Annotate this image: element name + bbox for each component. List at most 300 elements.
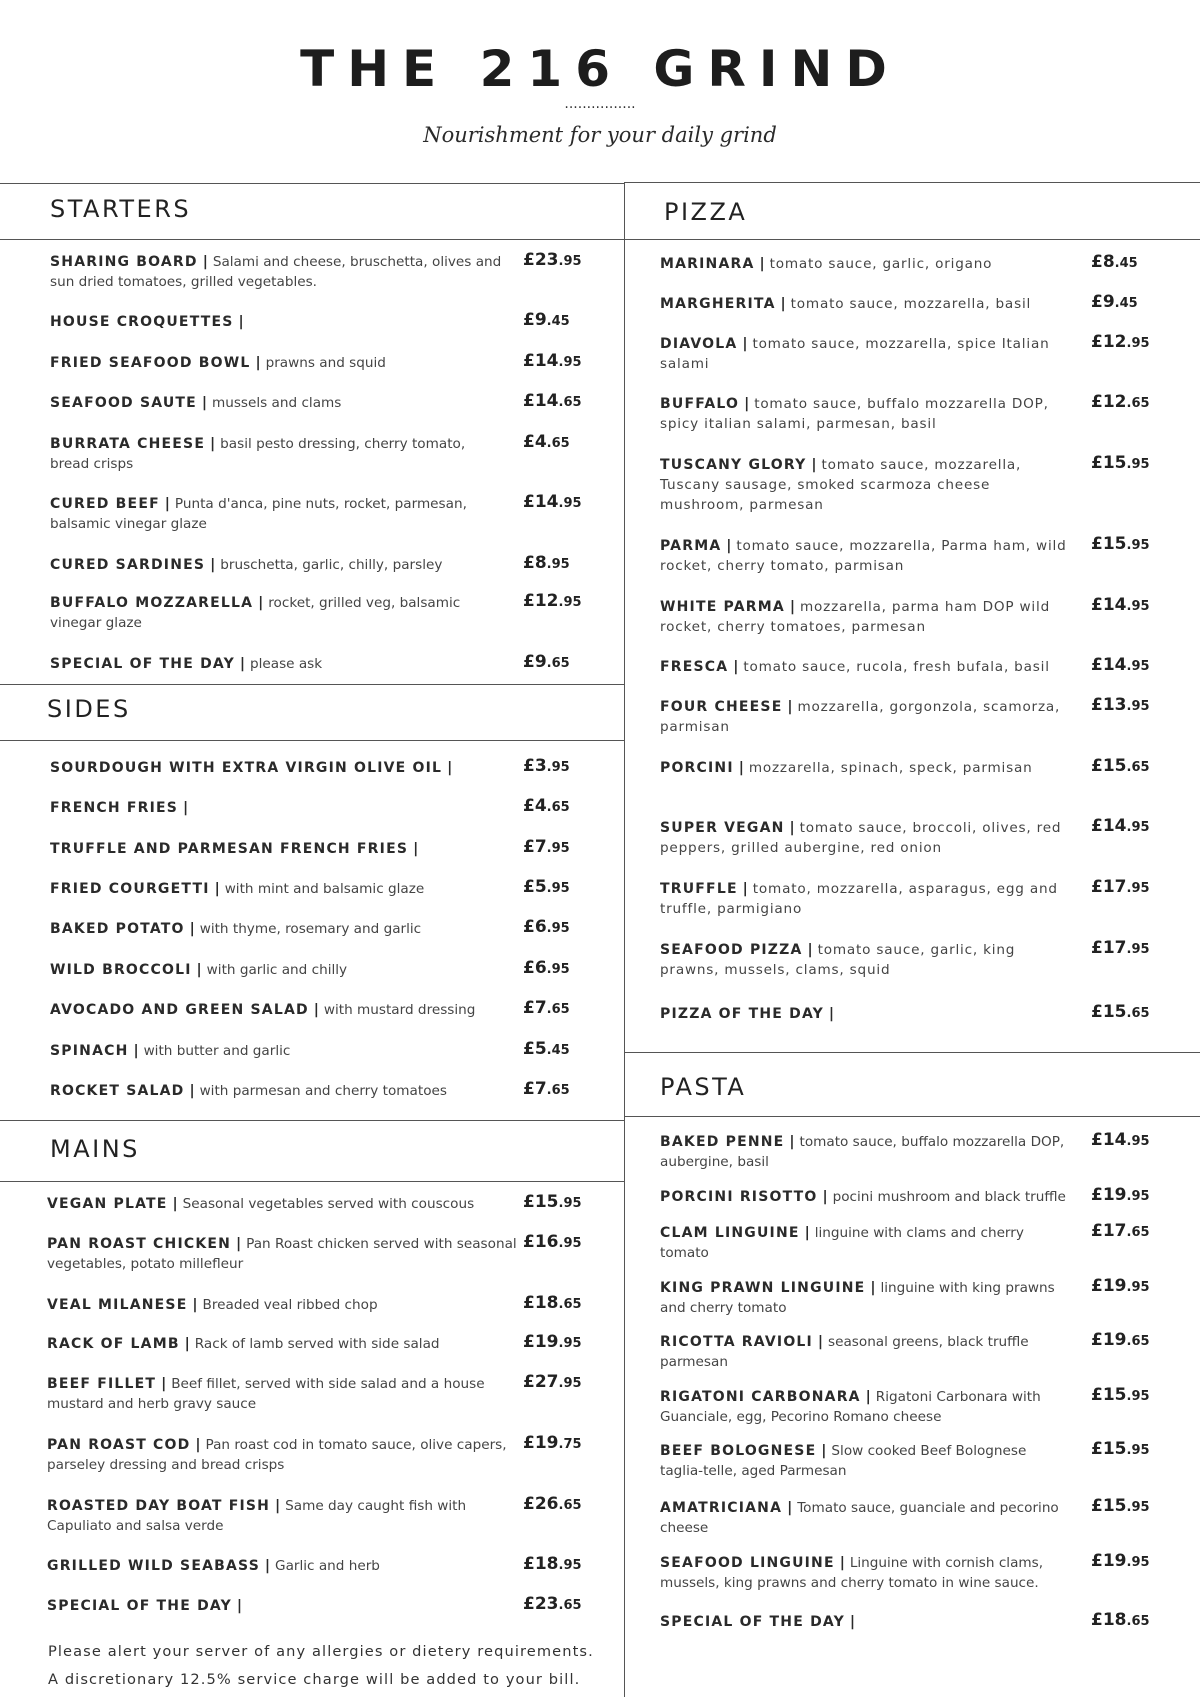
price-pennies: .95 bbox=[558, 1236, 582, 1251]
menu-item-description: tomato sauce, mozzarella, basil bbox=[790, 296, 1032, 312]
menu-item-price bbox=[1091, 595, 1150, 615]
menu-item-description: Salami and cheese, bruschetta, olives and sun dried tomatoes, grilled vegetables. bbox=[50, 254, 502, 290]
menu-item-name: SPECIAL OF THE DAY bbox=[660, 1614, 845, 1630]
menu-item bbox=[660, 697, 1070, 737]
menu-item-price bbox=[1091, 1221, 1150, 1241]
menu-item bbox=[660, 1004, 1070, 1024]
separator-bar: | bbox=[784, 599, 800, 615]
menu-item-price bbox=[1091, 877, 1150, 897]
menu-item-description: basil pesto dressing, cherry tomato, bread crisps bbox=[50, 436, 466, 472]
menu-item bbox=[660, 758, 1070, 778]
menu-item bbox=[50, 593, 505, 633]
separator-bar: | bbox=[187, 1297, 203, 1313]
menu-item-name: SEAFOOD PIZZA bbox=[660, 942, 803, 958]
separator-bar: | bbox=[259, 1558, 276, 1574]
price-pounds: £4 bbox=[523, 432, 547, 452]
menu-item-name: FOUR CHEESE bbox=[660, 699, 783, 715]
menu-item-text bbox=[660, 657, 1070, 677]
price-pennies: .45 bbox=[1114, 296, 1138, 311]
menu-item bbox=[660, 1553, 1070, 1593]
price-pounds: £16 bbox=[523, 1232, 559, 1252]
tagline: Nourishment for your daily grind bbox=[423, 123, 777, 147]
menu-item-description: mozzarella, spinach, speck, parmisan bbox=[748, 760, 1033, 776]
price-pennies: .95 bbox=[558, 254, 582, 269]
menu-item-text bbox=[660, 818, 1070, 858]
menu-item-name: SPINACH bbox=[50, 1043, 129, 1059]
menu-item-text bbox=[660, 1187, 1070, 1207]
price-pounds: £12 bbox=[1091, 332, 1127, 352]
price-pounds: £14 bbox=[1091, 1130, 1127, 1150]
menu-item-price bbox=[1091, 655, 1150, 675]
divider-line bbox=[0, 1120, 624, 1121]
menu-item bbox=[660, 1612, 1070, 1632]
price-pennies: .65 bbox=[1126, 1334, 1150, 1349]
menu-item-description: tomato sauce, buffalo mozzarella DOP, spicy italian salami, parmesan, basil bbox=[660, 396, 1049, 432]
menu-item-price bbox=[523, 310, 570, 330]
menu-item-description: mozzarella, gorgonzola, scamorza, parmisan bbox=[660, 699, 1061, 735]
menu-item-price bbox=[523, 917, 570, 937]
menu-item-text bbox=[660, 294, 1070, 314]
menu-item bbox=[47, 1194, 522, 1214]
price-pounds: £3 bbox=[523, 756, 547, 776]
menu-item-name: PORCINI RISOTTO bbox=[660, 1189, 818, 1205]
menu-item-name: SOURDOUGH WITH EXTRA VIRGIN OLIVE OIL bbox=[50, 760, 443, 776]
menu-item-description: with mint and balsamic glaze bbox=[224, 881, 425, 897]
price-pennies: .65 bbox=[558, 1297, 582, 1312]
divider-line bbox=[624, 1052, 1200, 1053]
menu-item-name: TUSCANY GLORY bbox=[660, 457, 807, 473]
menu-item-text bbox=[660, 879, 1070, 919]
menu-item bbox=[47, 1496, 522, 1536]
menu-item-name: PIZZA OF THE DAY bbox=[660, 1006, 824, 1022]
menu-item-price bbox=[523, 250, 582, 270]
menu-item bbox=[50, 393, 505, 413]
menu-item-name: BEEF BOLOGNESE bbox=[660, 1443, 817, 1459]
separator-bar: | bbox=[737, 881, 753, 897]
price-pennies: .95 bbox=[558, 496, 582, 511]
menu-item-price bbox=[1091, 1330, 1150, 1350]
price-pennies: .95 bbox=[1126, 699, 1150, 714]
separator-bar: | bbox=[205, 557, 221, 573]
menu-item-name: BUFFALO MOZZARELLA bbox=[50, 595, 254, 611]
price-pennies: .65 bbox=[1126, 1614, 1150, 1629]
menu-item-text bbox=[47, 1295, 522, 1315]
menu-item-price bbox=[523, 1079, 570, 1099]
price-pennies: .65 bbox=[546, 1002, 570, 1017]
price-pennies: .45 bbox=[1114, 256, 1138, 271]
separator-bar: | bbox=[308, 1002, 324, 1018]
price-pennies: .95 bbox=[1126, 599, 1150, 614]
menu-item-name: DIAVOLA bbox=[660, 336, 738, 352]
menu-item-name: FRIED COURGETTI bbox=[50, 881, 210, 897]
price-pennies: .95 bbox=[1126, 820, 1150, 835]
menu-item bbox=[47, 1435, 522, 1475]
service-charge-note: A discretionary 12.5% service charge will be added to your bill. bbox=[48, 1671, 581, 1688]
menu-item-name: WILD BROCCOLI bbox=[50, 962, 192, 978]
separator-bar: | bbox=[775, 296, 791, 312]
menu-item-price bbox=[1091, 756, 1150, 776]
menu-item-name: ROASTED DAY BOAT FISH bbox=[47, 1498, 271, 1514]
menu-item-name: RIGATONI CARBONARA bbox=[660, 1389, 861, 1405]
menu-item-price bbox=[523, 1372, 582, 1392]
dotted-divider: ................ bbox=[564, 96, 636, 112]
divider-line bbox=[0, 1181, 624, 1182]
separator-bar: | bbox=[196, 395, 212, 411]
menu-item-price bbox=[1091, 1130, 1150, 1150]
menu-item-price bbox=[1091, 1276, 1150, 1296]
menu-item bbox=[50, 312, 505, 332]
price-pounds: £15 bbox=[1091, 756, 1127, 776]
menu-item bbox=[50, 758, 505, 778]
separator-bar: | bbox=[250, 355, 266, 371]
price-pennies: .95 bbox=[558, 1196, 582, 1211]
separator-bar: | bbox=[128, 1043, 144, 1059]
menu-item-description: tomato sauce, mozzarella, spice Italian salami bbox=[660, 336, 1050, 372]
menu-item-price bbox=[523, 391, 582, 411]
restaurant-name: THE 216 GRIND bbox=[300, 40, 900, 98]
menu-item-description: Punta d'anca, pine nuts, rocket, parmesan, balsamic vinegar glaze bbox=[50, 496, 467, 532]
menu-item-description: Rigatoni Carbonara with Guanciale, egg, Pecorino Romano cheese bbox=[660, 1389, 1041, 1425]
menu-item-description: with mustard dressing bbox=[323, 1002, 476, 1018]
menu-item bbox=[660, 536, 1070, 576]
menu-item bbox=[50, 879, 505, 899]
menu-item-description: with thyme, rosemary and garlic bbox=[199, 921, 422, 937]
price-pounds: £19 bbox=[1091, 1330, 1127, 1350]
price-pounds: £5 bbox=[523, 1039, 547, 1059]
divider-line bbox=[0, 239, 624, 240]
price-pounds: £6 bbox=[523, 917, 547, 937]
price-pounds: £13 bbox=[1091, 695, 1127, 715]
menu-item-text bbox=[47, 1596, 522, 1616]
separator-bar: | bbox=[812, 1334, 829, 1350]
menu-item bbox=[47, 1234, 522, 1274]
menu-item-price bbox=[523, 652, 570, 672]
separator-bar: | bbox=[231, 1236, 247, 1252]
menu-item-price bbox=[523, 796, 570, 816]
menu-item-price bbox=[1091, 1385, 1150, 1405]
menu-item-description: Seasonal vegetables served with couscous bbox=[182, 1196, 475, 1212]
menu-item-text bbox=[660, 1441, 1070, 1481]
menu-item-text bbox=[660, 758, 1070, 778]
menu-item-name: SUPER VEGAN bbox=[660, 820, 785, 836]
price-pennies: .95 bbox=[558, 1558, 582, 1573]
menu-item-text bbox=[660, 1332, 1070, 1372]
allergy-note: Please alert your server of any allergies or dietery requirements. bbox=[48, 1643, 594, 1660]
menu-item-description: bruschetta, garlic, chilly, parsley bbox=[220, 557, 443, 573]
price-pennies: .95 bbox=[546, 962, 570, 977]
price-pennies: .45 bbox=[546, 314, 570, 329]
menu-item-price bbox=[1091, 1002, 1150, 1022]
price-pounds: £15 bbox=[523, 1192, 559, 1212]
menu-item-text bbox=[50, 1081, 505, 1101]
menu-item-text bbox=[660, 536, 1070, 576]
menu-item-text bbox=[660, 697, 1070, 737]
menu-item bbox=[47, 1374, 522, 1414]
separator-bar: | bbox=[728, 659, 744, 675]
menu-item-name: FRENCH FRIES bbox=[50, 800, 179, 816]
menu-item bbox=[50, 1000, 505, 1020]
menu-item bbox=[660, 1441, 1070, 1481]
separator-bar: | bbox=[190, 1437, 206, 1453]
divider-line bbox=[624, 1116, 1200, 1117]
menu-item bbox=[50, 1041, 505, 1061]
price-pounds: £19 bbox=[1091, 1551, 1127, 1571]
menu-item-name: BURRATA CHEESE bbox=[50, 436, 206, 452]
price-pennies: .65 bbox=[546, 1083, 570, 1098]
menu-item-text bbox=[660, 1004, 1070, 1024]
separator-bar: | bbox=[205, 436, 221, 452]
menu-item-name: TRUFFLE AND PARMESAN FRENCH FRIES bbox=[50, 841, 409, 857]
separator-bar: | bbox=[784, 1134, 800, 1150]
menu-item-price bbox=[523, 1232, 582, 1252]
section-title-starters: STARTERS bbox=[50, 195, 192, 223]
price-pennies: .95 bbox=[1126, 942, 1150, 957]
price-pounds: £9 bbox=[1091, 292, 1115, 312]
separator-bar: | bbox=[817, 1189, 833, 1205]
menu-item bbox=[50, 434, 505, 474]
menu-item-text bbox=[660, 1278, 1070, 1318]
menu-item-name: PARMA bbox=[660, 538, 722, 554]
menu-item-text bbox=[50, 312, 505, 332]
menu-item-name: CURED BEEF bbox=[50, 496, 160, 512]
menu-item-text bbox=[50, 960, 505, 980]
price-pounds: £12 bbox=[523, 591, 559, 611]
price-pennies: .95 bbox=[546, 841, 570, 856]
menu-item-text bbox=[660, 1223, 1070, 1263]
separator-bar: | bbox=[234, 656, 250, 672]
price-pounds: £8 bbox=[1091, 252, 1115, 272]
menu-item-text bbox=[47, 1556, 522, 1576]
section-title-pasta: PASTA bbox=[660, 1073, 747, 1101]
price-pennies: .65 bbox=[1126, 396, 1150, 411]
menu-item-price bbox=[1091, 695, 1150, 715]
menu-item-price bbox=[1091, 1610, 1150, 1630]
separator-bar: | bbox=[823, 1006, 835, 1022]
menu-item-price bbox=[523, 1494, 582, 1514]
separator-bar: | bbox=[184, 1083, 200, 1099]
separator-bar: | bbox=[860, 1389, 876, 1405]
menu-item-description: tomato sauce, buffalo mozzarella DOP, aubergine, basil bbox=[660, 1134, 1065, 1170]
separator-bar: | bbox=[167, 1196, 183, 1212]
menu-item-description: Breaded veal ribbed chop bbox=[202, 1297, 378, 1313]
menu-item-name: BEEF FILLET bbox=[47, 1376, 157, 1392]
menu-item-price bbox=[1091, 332, 1150, 352]
menu-item-price bbox=[523, 492, 582, 512]
divider-line bbox=[0, 740, 624, 741]
menu-item-description: tomato sauce, broccoli, olives, red peppers, grilled aubergine, red onion bbox=[660, 820, 1062, 856]
divider-line bbox=[0, 183, 624, 184]
menu-item-text bbox=[50, 1041, 505, 1061]
price-pennies: .95 bbox=[1126, 457, 1150, 472]
menu-item-text bbox=[50, 879, 505, 899]
menu-item bbox=[50, 494, 505, 534]
price-pennies: .65 bbox=[558, 1598, 582, 1613]
menu-item bbox=[660, 940, 1070, 980]
price-pounds: £15 bbox=[1091, 1439, 1127, 1459]
section-title-pizza: PIZZA bbox=[664, 198, 748, 226]
menu-item-text bbox=[50, 393, 505, 413]
separator-bar: | bbox=[784, 820, 800, 836]
menu-item-price bbox=[523, 553, 570, 573]
menu-item bbox=[660, 1278, 1070, 1318]
menu-item-price bbox=[523, 877, 570, 897]
menu-item-name: SEAFOOD SAUTE bbox=[50, 395, 197, 411]
menu-item-price bbox=[523, 1332, 582, 1352]
price-pounds: £19 bbox=[1091, 1276, 1127, 1296]
price-pounds: £14 bbox=[523, 492, 559, 512]
separator-bar: | bbox=[191, 962, 207, 978]
separator-bar: | bbox=[782, 1500, 798, 1516]
price-pounds: £5 bbox=[523, 877, 547, 897]
menu-item bbox=[50, 654, 505, 674]
price-pounds: £17 bbox=[1091, 877, 1127, 897]
menu-item-text bbox=[660, 254, 1070, 274]
menu-header bbox=[0, 0, 1200, 182]
menu-item-text bbox=[50, 494, 505, 534]
menu-item-price bbox=[523, 1192, 582, 1212]
menu-item-description: Same day caught fish with Capuliato and salsa verde bbox=[47, 1498, 467, 1534]
menu-item-text bbox=[47, 1194, 522, 1214]
menu-item-name: FRIED SEAFOOD BOWL bbox=[50, 355, 251, 371]
menu-item-text bbox=[660, 1498, 1070, 1538]
menu-item-price bbox=[523, 1039, 570, 1059]
price-pounds: £26 bbox=[523, 1494, 559, 1514]
price-pounds: £12 bbox=[1091, 392, 1127, 412]
menu-item bbox=[660, 1132, 1070, 1172]
menu-item bbox=[50, 798, 505, 818]
menu-item-text bbox=[660, 597, 1070, 637]
menu-item-text bbox=[660, 394, 1070, 434]
menu-item-price bbox=[1091, 938, 1150, 958]
menu-item-price bbox=[1091, 453, 1150, 473]
menu-item-text bbox=[47, 1435, 522, 1475]
menu-item bbox=[660, 334, 1070, 374]
menu-item bbox=[50, 839, 505, 859]
menu-item-description: tomato sauce, garlic, origano bbox=[769, 256, 993, 272]
menu-item bbox=[660, 1223, 1070, 1263]
divider-line bbox=[0, 684, 624, 685]
price-pennies: .65 bbox=[558, 395, 582, 410]
separator-bar: | bbox=[159, 496, 175, 512]
menu-item-name: BAKED POTATO bbox=[50, 921, 185, 937]
menu-item-name: AVOCADO AND GREEN SALAD bbox=[50, 1002, 309, 1018]
separator-bar: | bbox=[184, 921, 200, 937]
menu-item-price bbox=[523, 1594, 582, 1614]
menu-item-text bbox=[50, 555, 505, 575]
price-pennies: .95 bbox=[1126, 881, 1150, 896]
price-pounds: £23 bbox=[523, 250, 559, 270]
price-pounds: £23 bbox=[523, 1594, 559, 1614]
separator-bar: | bbox=[408, 841, 419, 857]
price-pounds: £7 bbox=[523, 998, 547, 1018]
menu-item bbox=[50, 1081, 505, 1101]
menu-item-description: with garlic and chilly bbox=[206, 962, 348, 978]
menu-item-name: BUFFALO bbox=[660, 396, 740, 412]
menu-item-description: linguine with clams and cherry tomato bbox=[660, 1225, 1024, 1261]
menu-item-description: with parmesan and cherry tomatoes bbox=[199, 1083, 447, 1099]
menu-item-price bbox=[523, 837, 570, 857]
menu-item-name: VEAL MILANESE bbox=[47, 1297, 188, 1313]
menu-item-name: KING PRAWN LINGUINE bbox=[660, 1280, 866, 1296]
menu-item-price bbox=[1091, 1496, 1150, 1516]
column-divider bbox=[624, 182, 625, 1697]
menu-item bbox=[50, 353, 505, 373]
menu-item-name: RICOTTA RAVIOLI bbox=[660, 1334, 813, 1350]
separator-bar: | bbox=[806, 457, 822, 473]
price-pounds: £19 bbox=[523, 1433, 559, 1453]
price-pounds: £8 bbox=[523, 553, 547, 573]
menu-item-price bbox=[1091, 292, 1138, 312]
menu-item bbox=[660, 657, 1070, 677]
menu-item-description: tomato sauce, mozzarella, Tuscany sausage, smoked scarmoza cheese mushroom, parmesan bbox=[660, 457, 1022, 513]
price-pennies: .95 bbox=[558, 1336, 582, 1351]
menu-item bbox=[660, 1387, 1070, 1427]
menu-item-text bbox=[47, 1234, 522, 1274]
price-pounds: £15 bbox=[1091, 534, 1127, 554]
price-pennies: .95 bbox=[558, 595, 582, 610]
menu-item bbox=[47, 1596, 522, 1616]
menu-item-text bbox=[50, 839, 505, 859]
menu-item-name: MARINARA bbox=[660, 256, 755, 272]
separator-bar: | bbox=[233, 314, 244, 330]
price-pounds: £14 bbox=[1091, 655, 1127, 675]
menu-item-name: RACK OF LAMB bbox=[47, 1336, 180, 1352]
price-pounds: £4 bbox=[523, 796, 547, 816]
menu-item-name: CLAM LINGUINE bbox=[660, 1225, 800, 1241]
price-pennies: .95 bbox=[1126, 1389, 1150, 1404]
separator-bar: | bbox=[739, 396, 755, 412]
menu-item-name: CURED SARDINES bbox=[50, 557, 206, 573]
price-pennies: .95 bbox=[1126, 538, 1150, 553]
price-pennies: .95 bbox=[1126, 336, 1150, 351]
price-pennies: .45 bbox=[546, 1043, 570, 1058]
menu-item-name: SHARING BOARD bbox=[50, 254, 198, 270]
separator-bar: | bbox=[834, 1555, 850, 1571]
separator-bar: | bbox=[178, 800, 189, 816]
menu-item-price bbox=[523, 351, 582, 371]
separator-bar: | bbox=[209, 881, 225, 897]
price-pounds: £14 bbox=[1091, 816, 1127, 836]
menu-item bbox=[660, 254, 1070, 274]
price-pennies: .95 bbox=[1126, 659, 1150, 674]
menu-item-text bbox=[50, 1000, 505, 1020]
menu-item bbox=[660, 879, 1070, 919]
price-pennies: .95 bbox=[558, 1376, 582, 1391]
menu-item bbox=[50, 252, 505, 292]
price-pounds: £17 bbox=[1091, 1221, 1127, 1241]
menu-item bbox=[660, 1498, 1070, 1538]
separator-bar: | bbox=[799, 1225, 815, 1241]
menu-item-price bbox=[1091, 816, 1150, 836]
price-pounds: £15 bbox=[1091, 1002, 1127, 1022]
menu-item-description: Pan roast cod in tomato sauce, olive capers, parseley dressing and bread crisps bbox=[47, 1437, 507, 1473]
price-pounds: £14 bbox=[523, 351, 559, 371]
menu-item bbox=[660, 394, 1070, 434]
menu-item-text bbox=[47, 1374, 522, 1414]
price-pounds: £7 bbox=[523, 837, 547, 857]
menu-item-description: tomato, mozzarella, asparagus, egg and truffle, parmigiano bbox=[660, 881, 1058, 917]
price-pennies: .95 bbox=[1126, 1134, 1150, 1149]
menu-item-description: Beef fillet, served with side salad and a house mustard and herb gravy sauce bbox=[47, 1376, 485, 1412]
menu-item-description: mussels and clams bbox=[211, 395, 342, 411]
menu-item-name: MARGHERITA bbox=[660, 296, 776, 312]
menu-item-description: linguine with king prawns and cherry tomato bbox=[660, 1280, 1055, 1316]
separator-bar: | bbox=[865, 1280, 881, 1296]
menu-item-price bbox=[523, 1554, 582, 1574]
menu-item-name: TRUFFLE bbox=[660, 881, 738, 897]
menu-item bbox=[660, 818, 1070, 858]
price-pounds: £19 bbox=[523, 1332, 559, 1352]
